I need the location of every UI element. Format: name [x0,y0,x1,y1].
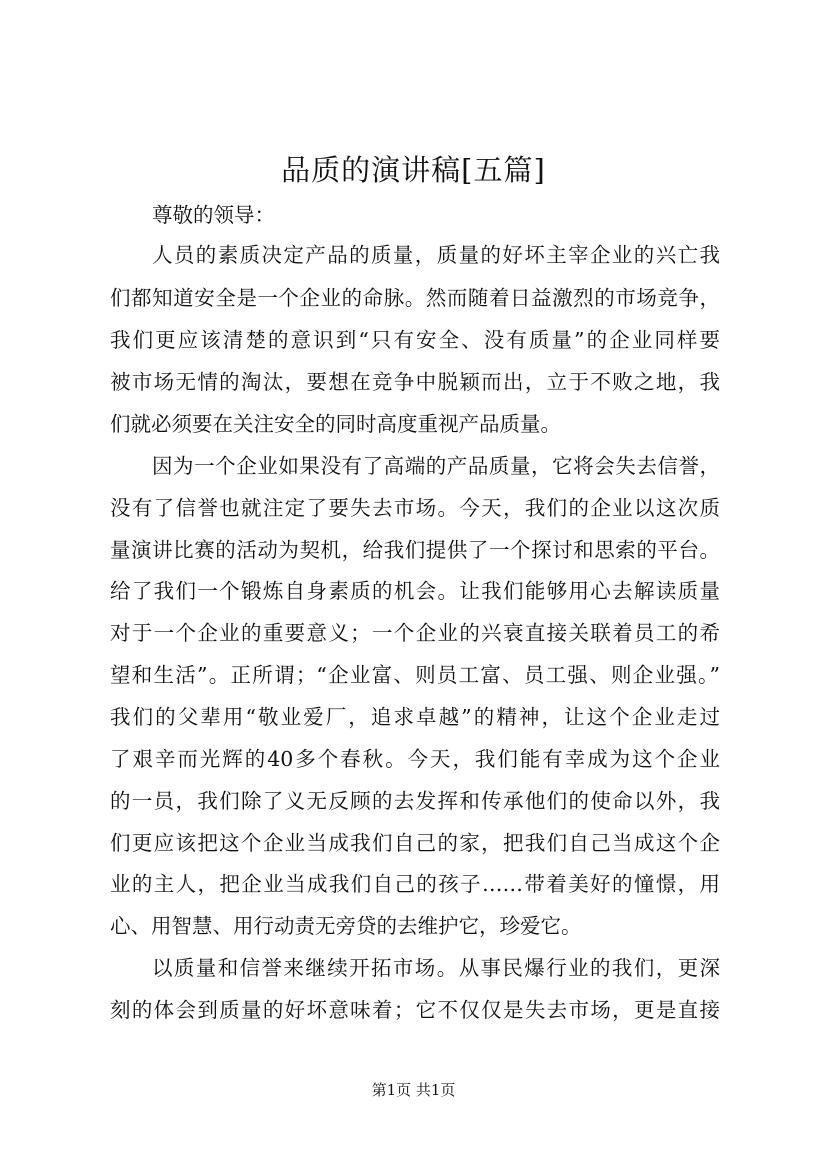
body-line: 被市场无情的淘汰，要想在竞争中脱颖而出，立于不败之地，我 [110,370,720,394]
body-line: 因为一个企业如果没有了高端的产品质量，它将会失去信誉， [152,454,720,478]
salutation-line: 尊敬的领导： [152,203,275,227]
body-line: 没有了信誉也就注定了要失去市场。今天，我们的企业以这次质 [110,496,720,520]
body-line: 的一员，我们除了义无反顾的去发挥和传承他们的使命以外，我 [110,789,720,813]
body-line: 了艰辛而光辉的40多个春秋。今天，我们能有幸成为这个企业 [110,747,720,771]
body-line: 人员的素质决定产品的质量，质量的好坏主宰企业的兴亡我 [152,243,720,267]
body-line: 我们更应该清楚的意识到“只有安全、没有质量”的企业同样要 [110,328,720,352]
body-line: 给了我们一个锻炼自身素质的机会。让我们能够用心去解读质量 [110,579,720,603]
body-line: 量演讲比赛的活动为契机，给我们提供了一个探讨和思索的平台。 [110,538,720,562]
body-line: 们就必须要在关注安全的同时高度重视产品质量。 [110,412,561,436]
body-line: 心、用智慧、用行动责无旁贷的去维护它，珍爱它。 [110,914,582,938]
body-line: 望和生活”。正所谓；“企业富、则员工富、员工强、则企业强。” [110,663,720,687]
body-line: 刻的体会到质量的好坏意味着；它不仅仅是失去市场，更是直接 [110,998,720,1022]
body-line: 业的主人，把企业当成我们自己的孩子……带着美好的憧憬，用 [110,872,720,896]
body-line: 以质量和信誉来继续开拓市场。从事民爆行业的我们，更深 [152,956,720,980]
body-line: 对于一个企业的重要意义；一个企业的兴衰直接关联着员工的希 [110,621,720,645]
body-line: 们更应该把这个企业当成我们自己的家，把我们自己当成这个企 [110,831,720,855]
page-footer: 第1页 共1页 [371,1081,456,1099]
body-line: 我们的父辈用“敬业爱厂，追求卓越”的精神，让这个企业走过 [110,705,720,729]
body-line: 们都知道安全是一个企业的命脉。然而随着日益激烈的市场竞争， [110,286,720,310]
document-title: 品质的演讲稿[五篇] [281,153,546,187]
